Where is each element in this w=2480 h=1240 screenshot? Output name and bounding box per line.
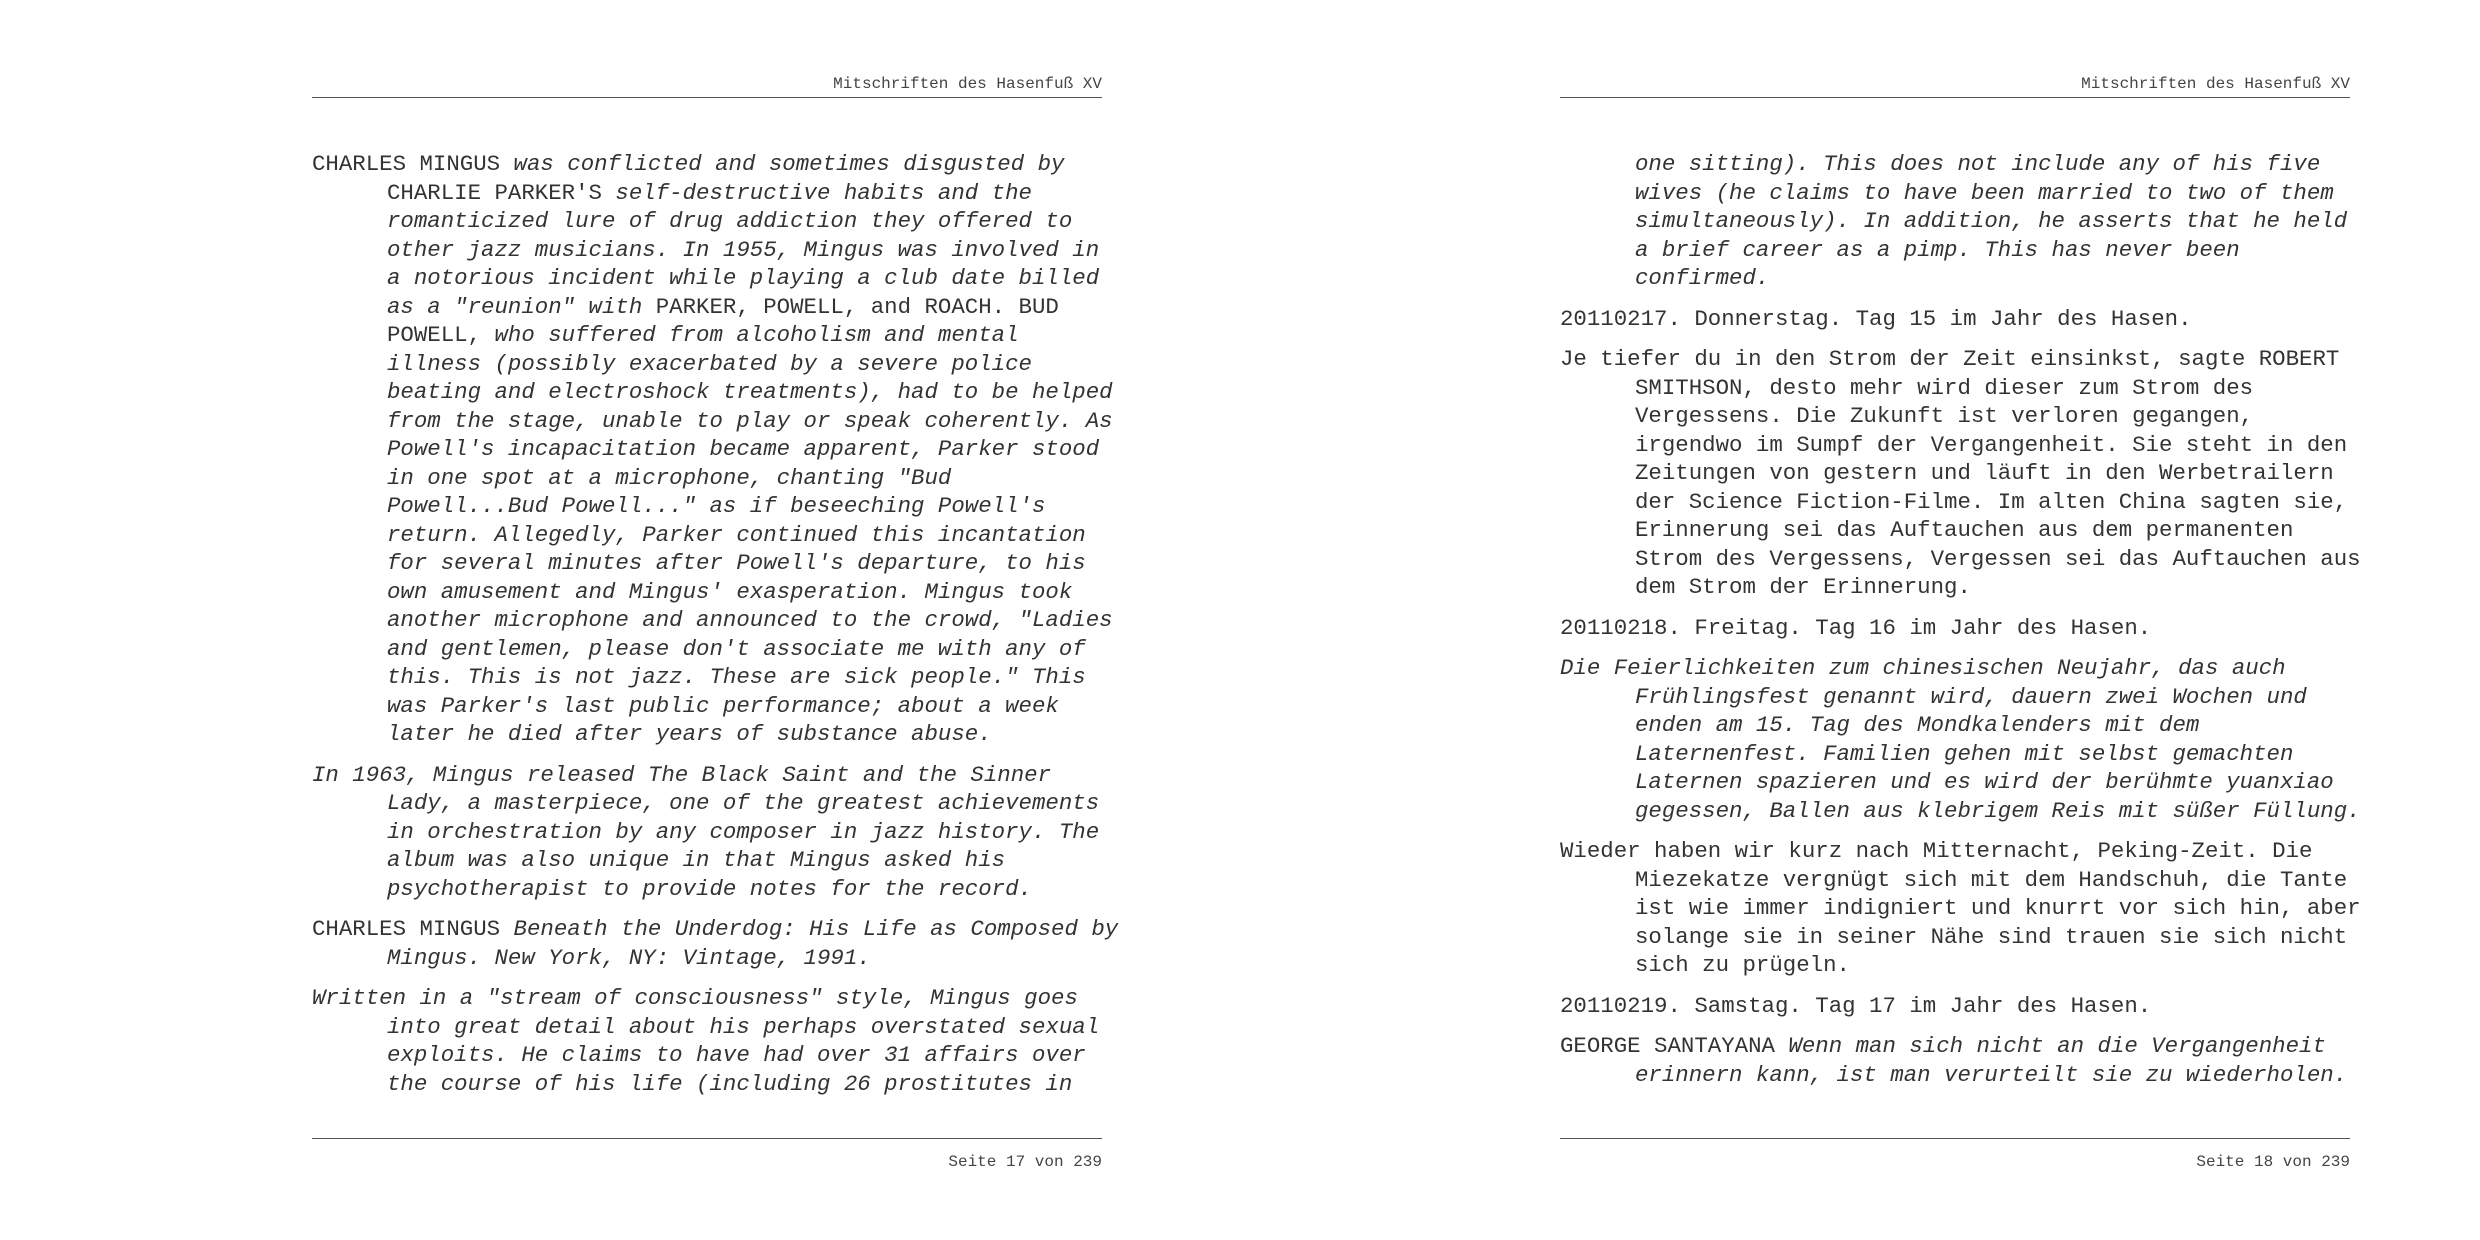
person-name: GEORGE SANTAYANA [1560, 1033, 1775, 1059]
person-name: CHARLES MINGUS [312, 151, 501, 177]
paragraph-mitternacht: Wieder haben wir kurz nach Mitternacht, Peking-Zeit. Die Miezekatze vergnügt sich mit dem Handschuh, die Tante ist wie immer indigniert und knurrt vor sich hin, aber solange sie in seiner Nähe sind trauen sie sich nicht sich zu prügeln. [1560, 838, 2361, 978]
paragraph-continued: one sitting). This does not include any of his five wives (he claims to have been married to two of them simultaneously). In addition, he asserts that he held a brief career as a pimp. This has never been confirmed. [1635, 151, 2348, 291]
page-number: Seite 17 von 239 [948, 1153, 1102, 1171]
person-names: PARKER, POWELL, and ROACH. BUD POWELL, [387, 293, 1059, 348]
paragraph-black-saint: In 1963, Mingus released The Black Saint and the Sinner Lady, a masterpiece, one of the greatest achievements in orchestration by any composer in jazz history. The album was also unique in that Mingus asked his psychotherapist to provide notes for the record. [312, 761, 1100, 902]
diary-date-entry: 20110219. Samstag. Tag 17 im Jahr des Hasen. [1560, 992, 2152, 1019]
page-body [312, 150, 1119, 1110]
diary-date-entry: 20110217. Donnerstag. Tag 15 im Jahr des Hasen. [1560, 305, 2192, 332]
paragraph-text: self-destructive habits and the romanticized lure of drug addiction they offered to other jazz musicians. In 1955, Mingus was involved in a notorious incident while playing a club date billed as a "reunion" with [387, 179, 1100, 320]
paragraph-neujahr: Die Feierlichkeiten zum chinesischen Neujahr, das auch Frühlingsfest genannt wird, dauern zwei Wochen und enden am 15. Tag des Mondkalenders mit dem Laternenfest. Familien gehen mit selbst gemachten Laternen spazieren und es wird der berühmte yuanxiao gegessen, Ballen aus klebrigem Reis mit süßer Füllung. [1560, 655, 2361, 824]
page-body [1560, 150, 2361, 1101]
running-head: Mitschriften des Hasenfuß XV [833, 75, 1102, 93]
paragraph-text: was conflicted and sometimes disgusted by [513, 151, 1065, 177]
diary-date-entry: 20110218. Freitag. Tag 16 im Jahr des Hasen. [1560, 614, 2152, 641]
paragraph-smithson: Je tiefer du in den Strom der Zeit einsinkst, sagte ROBERT SMITHSON, desto mehr wird dieser zum Strom des Vergessens. Die Zukunft ist verloren gegangen, irgendwo im Sumpf der Vergangenheit. Sie steht in den Zeitungen von gestern und läuft in den Werbetrailern der Science Fiction-Filme. Im alten China sagten sie, Erinnerung sei das Auftauchen aus dem permanenten Strom des Vergessens, Vergessen sei das Auftauchen aus dem Strom der Erinnerung. [1560, 346, 2361, 600]
footer-rule [1560, 1138, 2350, 1139]
quote-text: Wenn man sich nicht an die Vergangenheit erinnern kann, ist man verurteilt sie zu wiederholen. [1635, 1033, 2348, 1088]
person-name: CHARLIE PARKER'S [387, 179, 602, 206]
left-page [312, 0, 1119, 1240]
person-name: CHARLES MINGUS [312, 916, 501, 942]
page-number: Seite 18 von 239 [2196, 1153, 2350, 1171]
header-rule [1560, 97, 2350, 98]
header-rule [312, 97, 1102, 98]
footer-rule [312, 1138, 1102, 1139]
paragraph-text: who suffered from alcoholism and mental illness (possibly exacerbated by a severe police beating and electroshock treatments), had to be helped from the stage, unable to play or speak coherently. As Powell's incapacitation became apparent, Parker stood in one spot at a microphone, chanting "Bud Powell...Bud Powell..." as if beseeching Powell's return. Allegedly, Parker continued this incantation for several minutes after Powell's departure, to his own amusement and Mingus' exasperation. Mingus took another microphone and announced to the crowd, "Ladies and gentlemen, please don't associate me with any of this. This is not jazz. These are sick people." This was Parker's last public performance; about a week later he died after years of substance abuse. [387, 322, 1113, 747]
citation-text: Beneath the Underdog: His Life as Composed by Mingus. New York, NY: Vintage, 1991. [387, 916, 1119, 971]
paragraph-santayana [1560, 1032, 2350, 1089]
right-page [1560, 0, 2361, 1240]
paragraph-stream-of-consciousness: Written in a "stream of consciousness" style, Mingus goes into great detail about his perhaps overstated sexual exploits. He claims to have had over 31 affairs over the course of his life (including 26 prostitutes in [312, 985, 1100, 1097]
running-head: Mitschriften des Hasenfuß XV [2081, 75, 2350, 93]
paragraph-mingus-parker [312, 150, 1113, 749]
paragraph-citation [312, 915, 1119, 972]
